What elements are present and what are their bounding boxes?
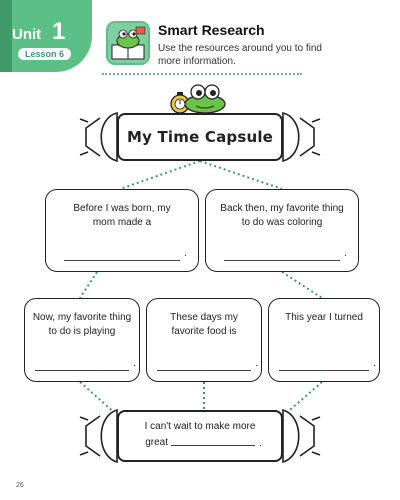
frog-with-stopwatch-icon xyxy=(171,85,225,113)
unit-number: 1 xyxy=(52,18,66,45)
capsule-cap-left xyxy=(101,410,117,462)
lesson-label: Lesson 6 xyxy=(18,48,71,60)
section-instructions: Use the resources around you to find more information. xyxy=(158,43,322,67)
prompt-card xyxy=(146,298,262,382)
answer-line[interactable] xyxy=(279,356,376,371)
prompt-text: Now, my favorite thing to do is playing xyxy=(32,312,132,337)
header-divider xyxy=(102,73,302,75)
section-title: Smart Research xyxy=(158,22,265,38)
answer-line[interactable] xyxy=(224,246,347,261)
answer-line[interactable] xyxy=(64,246,187,261)
answer-line[interactable] xyxy=(157,356,258,371)
prompt-card xyxy=(205,189,359,272)
prompt-text: Before I was born, my mom made a xyxy=(73,203,171,228)
period: . xyxy=(133,358,136,369)
capsule-cap-right xyxy=(283,113,299,161)
unit-badge xyxy=(0,0,92,72)
closing-capsule xyxy=(117,410,283,462)
connector-line xyxy=(200,161,282,189)
title-capsule xyxy=(117,113,283,161)
prompt-text: Back then, my favorite thing to do was coloring xyxy=(220,203,344,228)
badge-strip xyxy=(0,0,12,72)
closing-line: I can't wait to make more xyxy=(144,421,256,432)
connector-line xyxy=(120,161,200,189)
connector-line xyxy=(80,272,97,298)
frog-reading-icon xyxy=(106,21,150,65)
connector-line xyxy=(282,272,322,298)
answer-line[interactable] xyxy=(171,435,262,449)
answer-line[interactable] xyxy=(35,356,136,371)
period: . xyxy=(259,438,262,449)
page-number: 26 xyxy=(16,482,24,489)
prompt-card xyxy=(45,189,199,272)
prompt-text: This year I turned xyxy=(285,312,363,323)
closing-line-2 xyxy=(119,435,281,451)
worksheet-title: My Time Capsule xyxy=(126,128,274,146)
capsule-cap-right xyxy=(283,410,299,462)
period: . xyxy=(344,248,347,259)
capsule-cap-left xyxy=(101,113,117,161)
period: . xyxy=(184,248,187,259)
unit-label: Unit xyxy=(12,26,42,43)
period: . xyxy=(255,358,258,369)
prompt-card xyxy=(24,298,140,382)
prompt-card xyxy=(268,298,380,382)
period: . xyxy=(373,358,376,369)
closing-prefix: great xyxy=(145,437,168,448)
prompt-text: These days my favorite food is xyxy=(170,312,238,337)
